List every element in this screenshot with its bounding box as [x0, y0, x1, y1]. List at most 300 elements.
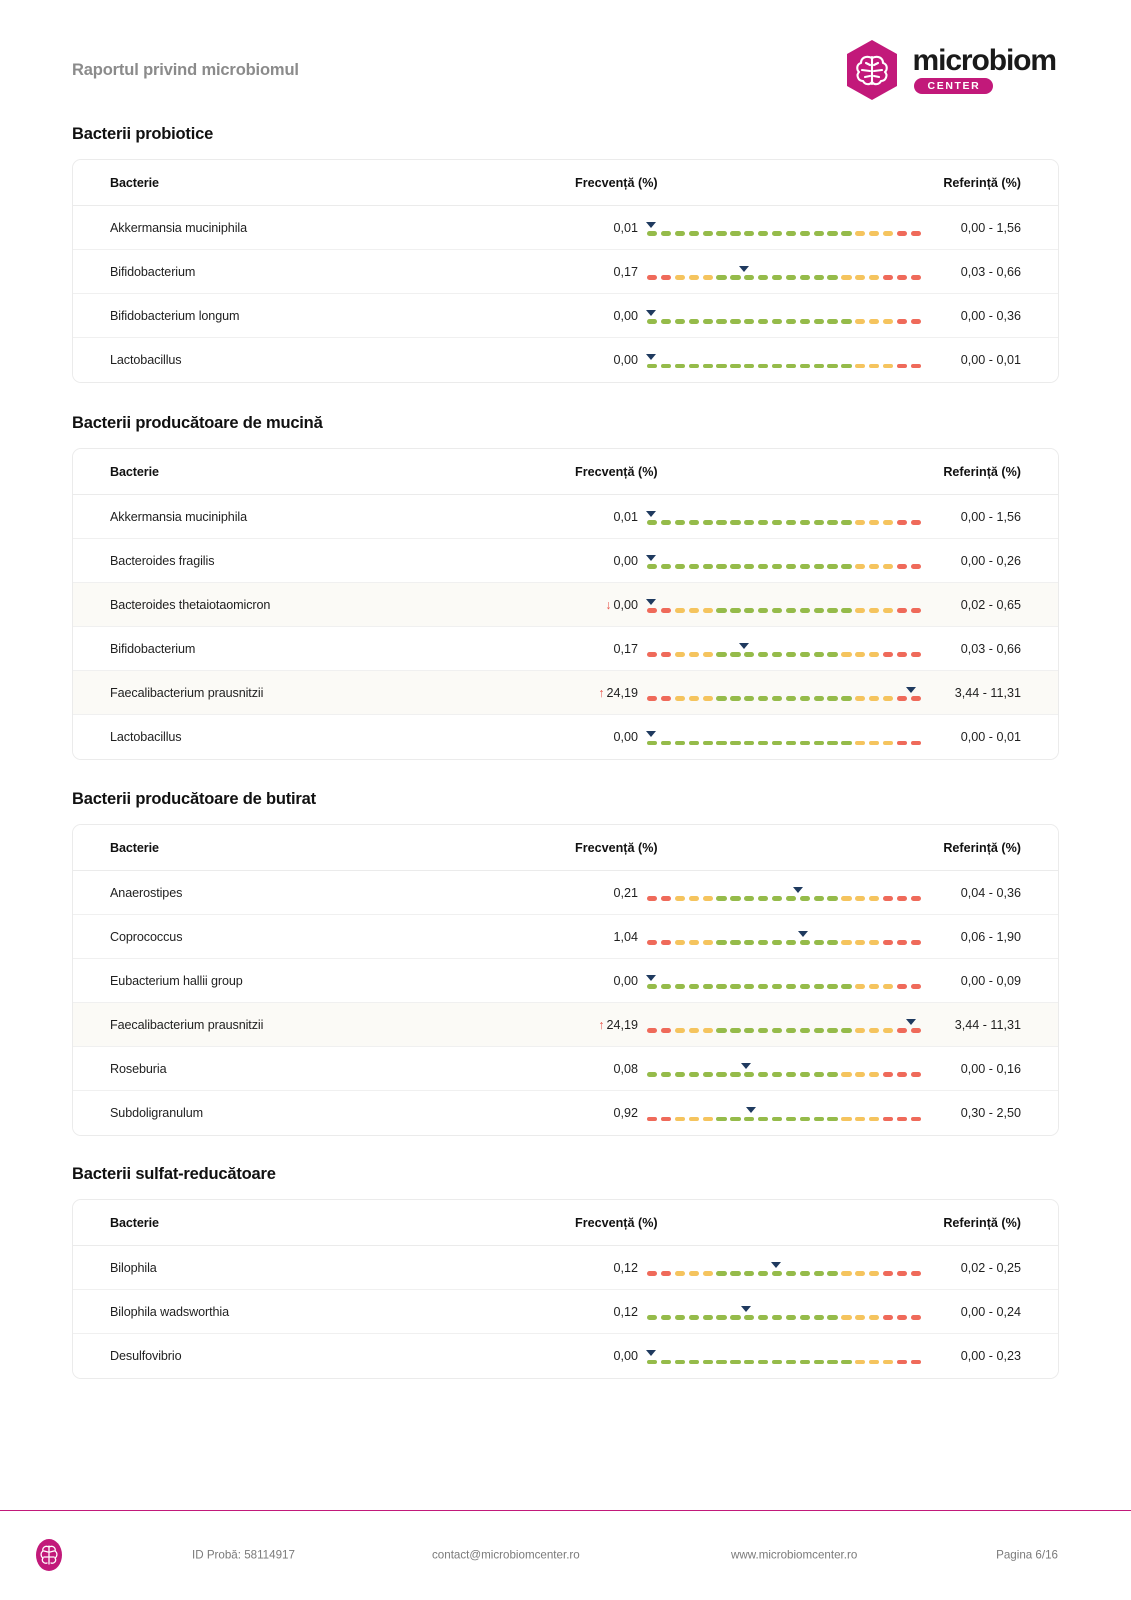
table-row[interactable]	[73, 1334, 1058, 1378]
gauge-dash	[855, 696, 865, 700]
frequency-value: 0,21	[613, 885, 638, 900]
gauge-dash	[869, 984, 879, 988]
gauge-cell	[638, 1246, 928, 1290]
table-row[interactable]	[73, 627, 1058, 671]
report-title: Raportul privind microbiomul	[72, 60, 299, 79]
gauge-dash	[883, 520, 893, 524]
gauge-dash	[911, 741, 921, 745]
bacteria-name: Eubacterium hallii group	[110, 973, 243, 988]
gauge-dash	[675, 1072, 685, 1076]
range-gauge	[647, 882, 921, 904]
gauge-dash	[841, 741, 851, 745]
gauge-dash	[855, 1271, 865, 1275]
gauge-dash	[897, 520, 907, 524]
bacteria-section	[72, 790, 1059, 1136]
gauge-dash	[758, 652, 768, 656]
gauge-dash	[758, 940, 768, 944]
gauge-dash	[814, 319, 824, 323]
gauge-value-marker	[646, 511, 656, 517]
gauge-dash	[855, 1360, 865, 1364]
footer-website[interactable]: www.microbiomcenter.ro	[731, 1548, 858, 1562]
gauge-cell	[638, 959, 928, 1003]
gauge-track	[647, 364, 921, 368]
frequency-value: 0,00	[613, 1349, 638, 1363]
range-gauge	[647, 1345, 921, 1367]
gauge-dash	[758, 364, 768, 368]
gauge-dash	[841, 652, 851, 656]
gauge-dash	[703, 741, 713, 745]
gauge-dash	[716, 1360, 726, 1364]
gauge-dash	[911, 520, 921, 524]
table-row[interactable]	[73, 871, 1058, 915]
table-row[interactable]	[73, 1290, 1058, 1334]
gauge-dash	[716, 1117, 726, 1121]
gauge-dash	[716, 696, 726, 700]
logo-brand-name: microbiom	[912, 44, 1056, 78]
gauge-dash	[675, 1028, 685, 1032]
gauge-dash	[786, 1271, 796, 1275]
gauge-dash	[716, 608, 726, 612]
gauge-track	[647, 696, 921, 700]
gauge-dash	[841, 319, 851, 323]
gauge-dash	[716, 1072, 726, 1076]
table-row[interactable]	[73, 206, 1058, 250]
frequency-value: 0,17	[613, 264, 638, 279]
gauge-dash	[814, 896, 824, 900]
bacteria-name: Subdoligranulum	[110, 1106, 204, 1120]
range-gauge	[647, 970, 921, 992]
gauge-dash	[703, 896, 713, 900]
gauge-dash	[689, 520, 699, 524]
gauge-dash	[675, 319, 685, 323]
gauge-dash	[800, 1360, 810, 1364]
gauge-dash	[744, 940, 754, 944]
gauge-track	[647, 1028, 921, 1032]
gauge-dash	[897, 1072, 907, 1076]
gauge-value-marker	[906, 1019, 916, 1025]
table-row[interactable]	[73, 1091, 1058, 1135]
column-header-bacteria: Bacterie	[110, 175, 159, 190]
frequency-value: 0,92	[613, 1106, 638, 1120]
frequency-value: ↓ 0,00	[605, 597, 638, 612]
gauge-dash	[758, 1028, 768, 1032]
gauge-dash	[827, 940, 837, 944]
gauge-cell	[638, 539, 928, 583]
gauge-dash	[744, 1072, 754, 1076]
gauge-dash	[689, 319, 699, 323]
gauge-dash	[800, 652, 810, 656]
bacteria-name: Roseburia	[110, 1061, 167, 1076]
table-row[interactable]	[73, 338, 1058, 382]
gauge-dash	[841, 564, 851, 568]
gauge-dash	[883, 696, 893, 700]
gauge-dash	[814, 1271, 824, 1275]
footer-page-number: Pagina 6/16	[996, 1548, 1058, 1562]
gauge-dash	[869, 608, 879, 612]
gauge-dash	[814, 1072, 824, 1076]
gauge-dash	[883, 652, 893, 656]
gauge-dash	[772, 741, 782, 745]
gauge-dash	[758, 1117, 768, 1121]
gauge-dash	[675, 608, 685, 612]
gauge-dash	[661, 741, 671, 745]
gauge-dash	[883, 364, 893, 368]
gauge-dash	[869, 275, 879, 279]
gauge-dash	[730, 741, 740, 745]
gauge-dash	[758, 520, 768, 524]
gauge-value-marker	[646, 354, 656, 360]
gauge-cell	[638, 671, 928, 715]
gauge-dash	[911, 275, 921, 279]
gauge-dash	[772, 652, 782, 656]
bacteria-section	[72, 125, 1059, 383]
gauge-dash	[911, 940, 921, 944]
gauge-dash	[744, 741, 754, 745]
gauge-dash	[800, 1315, 810, 1319]
gauge-cell	[638, 250, 928, 294]
gauge-dash	[814, 275, 824, 279]
gauge-dash	[814, 520, 824, 524]
table-row[interactable]	[73, 671, 1058, 715]
gauge-dash	[703, 696, 713, 700]
bacteria-section	[72, 414, 1059, 760]
gauge-dash	[855, 275, 865, 279]
gauge-dash	[855, 1315, 865, 1319]
gauge-dash	[814, 1315, 824, 1319]
gauge-dash	[855, 364, 865, 368]
gauge-dash	[911, 984, 921, 988]
gauge-dash	[800, 1028, 810, 1032]
gauge-dash	[841, 1315, 851, 1319]
gauge-dash	[647, 520, 657, 524]
gauge-dash	[827, 1117, 837, 1121]
gauge-dash	[772, 231, 782, 235]
gauge-dash	[786, 319, 796, 323]
frequency-value: 0,00	[613, 553, 638, 568]
gauge-dash	[661, 1072, 671, 1076]
gauge-dash	[689, 231, 699, 235]
gauge-dash	[716, 319, 726, 323]
gauge-dash	[661, 1271, 671, 1275]
gauge-track	[647, 231, 921, 235]
gauge-dash	[661, 564, 671, 568]
gauge-dash	[841, 608, 851, 612]
gauge-dash	[675, 652, 685, 656]
gauge-dash	[897, 984, 907, 988]
gauge-dash	[883, 275, 893, 279]
gauge-track	[647, 940, 921, 944]
gauge-track	[647, 319, 921, 323]
gauge-dash	[911, 564, 921, 568]
gauge-dash	[716, 984, 726, 988]
gauge-cell	[638, 1003, 928, 1047]
gauge-dash	[800, 741, 810, 745]
gauge-dash	[841, 1271, 851, 1275]
gauge-dash	[703, 520, 713, 524]
section-title: Bacterii sulfat-reducătoare	[72, 1165, 276, 1183]
gauge-dash	[758, 1360, 768, 1364]
gauge-dash	[827, 1271, 837, 1275]
gauge-dash	[744, 319, 754, 323]
gauge-value-marker	[739, 643, 749, 649]
logo-badge: CENTER	[914, 78, 994, 94]
column-header-bacteria: Bacterie	[110, 840, 159, 855]
gauge-dash	[675, 741, 685, 745]
gauge-dash	[647, 1315, 657, 1319]
gauge-dash	[661, 696, 671, 700]
gauge-track	[647, 1271, 921, 1275]
gauge-dash	[661, 319, 671, 323]
gauge-dash	[772, 275, 782, 279]
frequency-value: 0,00	[613, 353, 638, 367]
table-row[interactable]	[73, 250, 1058, 294]
gauge-dash	[689, 1315, 699, 1319]
gauge-dash	[800, 1072, 810, 1076]
gauge-dash	[883, 231, 893, 235]
gauge-dash	[744, 896, 754, 900]
gauge-dash	[716, 652, 726, 656]
gauge-dash	[883, 1028, 893, 1032]
column-header-gauge-area	[575, 826, 928, 870]
gauge-dash	[772, 1315, 782, 1319]
gauge-track	[647, 564, 921, 568]
gauge-dash	[772, 520, 782, 524]
table-row[interactable]	[73, 583, 1058, 627]
range-gauge	[647, 506, 921, 528]
gauge-dash	[716, 231, 726, 235]
bacteria-name: Bilophila wadsworthia	[110, 1304, 230, 1319]
gauge-dash	[827, 364, 837, 368]
gauge-value-marker	[798, 931, 808, 937]
gauge-dash	[827, 896, 837, 900]
gauge-track	[647, 896, 921, 900]
gauge-dash	[911, 608, 921, 612]
gauge-dash	[703, 608, 713, 612]
table-row[interactable]	[73, 539, 1058, 583]
bacteria-name: Anaerostipes	[110, 885, 183, 900]
gauge-cell	[638, 871, 928, 915]
gauge-dash	[911, 696, 921, 700]
gauge-dash	[855, 652, 865, 656]
gauge-value-marker	[646, 975, 656, 981]
gauge-dash	[716, 741, 726, 745]
frequency-value: 0,01	[613, 509, 638, 524]
gauge-dash	[772, 608, 782, 612]
gauge-dash	[897, 1117, 907, 1121]
gauge-dash	[855, 319, 865, 323]
bacteria-table	[72, 1199, 1059, 1379]
gauge-dash	[841, 1360, 851, 1364]
gauge-cell	[638, 1334, 928, 1378]
gauge-dash	[730, 896, 740, 900]
reference-range: 0,02 - 0,65	[960, 597, 1021, 612]
column-header-gauge-area	[575, 161, 928, 205]
gauge-dash	[800, 984, 810, 988]
table-row[interactable]	[73, 959, 1058, 1003]
gauge-dash	[675, 520, 685, 524]
gauge-dash	[689, 608, 699, 612]
gauge-dash	[883, 319, 893, 323]
footer-email[interactable]: contact@microbiomcenter.ro	[432, 1548, 580, 1562]
gauge-dash	[703, 940, 713, 944]
gauge-dash	[689, 696, 699, 700]
gauge-dash	[675, 940, 685, 944]
gauge-track	[647, 1117, 921, 1121]
range-gauge	[647, 1014, 921, 1036]
gauge-dash	[703, 1117, 713, 1121]
bacteria-name: Lactobacillus	[110, 353, 182, 367]
gauge-dash	[911, 364, 921, 368]
column-header-reference: Referință (%)	[943, 464, 1021, 479]
gauge-dash	[703, 1360, 713, 1364]
gauge-dash	[897, 696, 907, 700]
gauge-dash	[744, 1315, 754, 1319]
gauge-dash	[855, 1117, 865, 1121]
gauge-dash	[744, 231, 754, 235]
gauge-dash	[897, 275, 907, 279]
gauge-dash	[730, 652, 740, 656]
gauge-track	[647, 1360, 921, 1364]
range-gauge	[647, 305, 921, 327]
range-gauge	[647, 550, 921, 572]
gauge-dash	[800, 319, 810, 323]
arrow-up-icon: ↑	[598, 685, 605, 700]
gauge-dash	[758, 564, 768, 568]
gauge-cell	[638, 915, 928, 959]
gauge-value-marker	[771, 1262, 781, 1268]
gauge-dash	[869, 741, 879, 745]
gauge-value-marker	[739, 266, 749, 272]
table-row[interactable]	[73, 715, 1058, 759]
gauge-dash	[744, 1360, 754, 1364]
table-row[interactable]	[73, 1003, 1058, 1047]
gauge-dash	[689, 364, 699, 368]
gauge-dash	[744, 652, 754, 656]
footer-brain-icon	[34, 1538, 64, 1572]
gauge-dash	[883, 1072, 893, 1076]
gauge-dash	[772, 984, 782, 988]
gauge-dash	[647, 564, 657, 568]
gauge-dash	[841, 1028, 851, 1032]
gauge-value-marker	[741, 1063, 751, 1069]
table-header-row	[73, 825, 1058, 871]
reference-range: 0,30 - 2,50	[960, 1106, 1021, 1120]
gauge-dash	[827, 608, 837, 612]
gauge-value-marker	[646, 555, 656, 561]
table-row[interactable]	[73, 495, 1058, 539]
gauge-dash	[827, 696, 837, 700]
gauge-dash	[689, 940, 699, 944]
gauge-dash	[911, 1028, 921, 1032]
gauge-dash	[689, 984, 699, 988]
gauge-dash	[814, 940, 824, 944]
gauge-dash	[855, 564, 865, 568]
gauge-dash	[675, 896, 685, 900]
gauge-dash	[772, 1072, 782, 1076]
reference-range: 0,04 - 0,36	[960, 885, 1021, 900]
gauge-dash	[883, 1117, 893, 1121]
gauge-dash	[911, 319, 921, 323]
bacteria-name: Desulfovibrio	[110, 1349, 182, 1363]
gauge-dash	[675, 275, 685, 279]
gauge-dash	[689, 896, 699, 900]
gauge-value-marker	[646, 1350, 656, 1356]
gauge-dash	[827, 741, 837, 745]
gauge-dash	[883, 1360, 893, 1364]
gauge-dash	[675, 564, 685, 568]
reference-range: 0,03 - 0,66	[960, 264, 1021, 279]
gauge-dash	[661, 1028, 671, 1032]
gauge-dash	[703, 1028, 713, 1032]
table-row[interactable]	[73, 1246, 1058, 1290]
gauge-dash	[716, 1315, 726, 1319]
gauge-dash	[911, 1117, 921, 1121]
gauge-dash	[703, 319, 713, 323]
gauge-track	[647, 741, 921, 745]
gauge-dash	[647, 319, 657, 323]
gauge-dash	[814, 1360, 824, 1364]
gauge-dash	[758, 984, 768, 988]
gauge-dash	[730, 940, 740, 944]
gauge-cell	[638, 294, 928, 338]
gauge-dash	[647, 1028, 657, 1032]
gauge-value-marker	[741, 1306, 751, 1312]
gauge-dash	[716, 1028, 726, 1032]
gauge-dash	[786, 1072, 796, 1076]
gauge-dash	[675, 1315, 685, 1319]
gauge-dash	[758, 275, 768, 279]
gauge-dash	[855, 1028, 865, 1032]
reference-range: 0,03 - 0,66	[960, 641, 1021, 656]
gauge-dash	[703, 564, 713, 568]
column-header-gauge-area	[575, 1201, 928, 1245]
bacteria-name: Akkermansia muciniphila	[110, 220, 247, 235]
gauge-dash	[730, 1315, 740, 1319]
gauge-cell	[638, 1290, 928, 1334]
reference-range: 0,02 - 0,25	[960, 1260, 1021, 1275]
table-row[interactable]	[73, 915, 1058, 959]
gauge-dash	[730, 275, 740, 279]
range-gauge	[647, 1301, 921, 1323]
range-gauge	[647, 926, 921, 948]
gauge-dash	[869, 940, 879, 944]
gauge-dash	[716, 940, 726, 944]
range-gauge	[647, 1058, 921, 1080]
gauge-dash	[786, 1315, 796, 1319]
gauge-dash	[730, 608, 740, 612]
gauge-dash	[758, 608, 768, 612]
gauge-dash	[703, 1271, 713, 1275]
gauge-dash	[703, 984, 713, 988]
table-row[interactable]	[73, 1047, 1058, 1091]
gauge-dash	[730, 364, 740, 368]
page-header	[0, 30, 1131, 110]
gauge-dash	[800, 520, 810, 524]
gauge-dash	[897, 608, 907, 612]
gauge-dash	[772, 319, 782, 323]
bacteria-name: Bifidobacterium	[110, 264, 196, 279]
gauge-dash	[786, 564, 796, 568]
gauge-dash	[897, 231, 907, 235]
brain-hexagon-icon	[844, 39, 900, 101]
brand-logo	[844, 39, 1056, 101]
gauge-dash	[647, 275, 657, 279]
frequency-value: 0,00	[613, 973, 638, 988]
frequency-value: 0,00	[613, 730, 638, 744]
reference-range: 0,00 - 0,01	[960, 730, 1021, 744]
table-row[interactable]	[73, 294, 1058, 338]
gauge-dash	[661, 1360, 671, 1364]
